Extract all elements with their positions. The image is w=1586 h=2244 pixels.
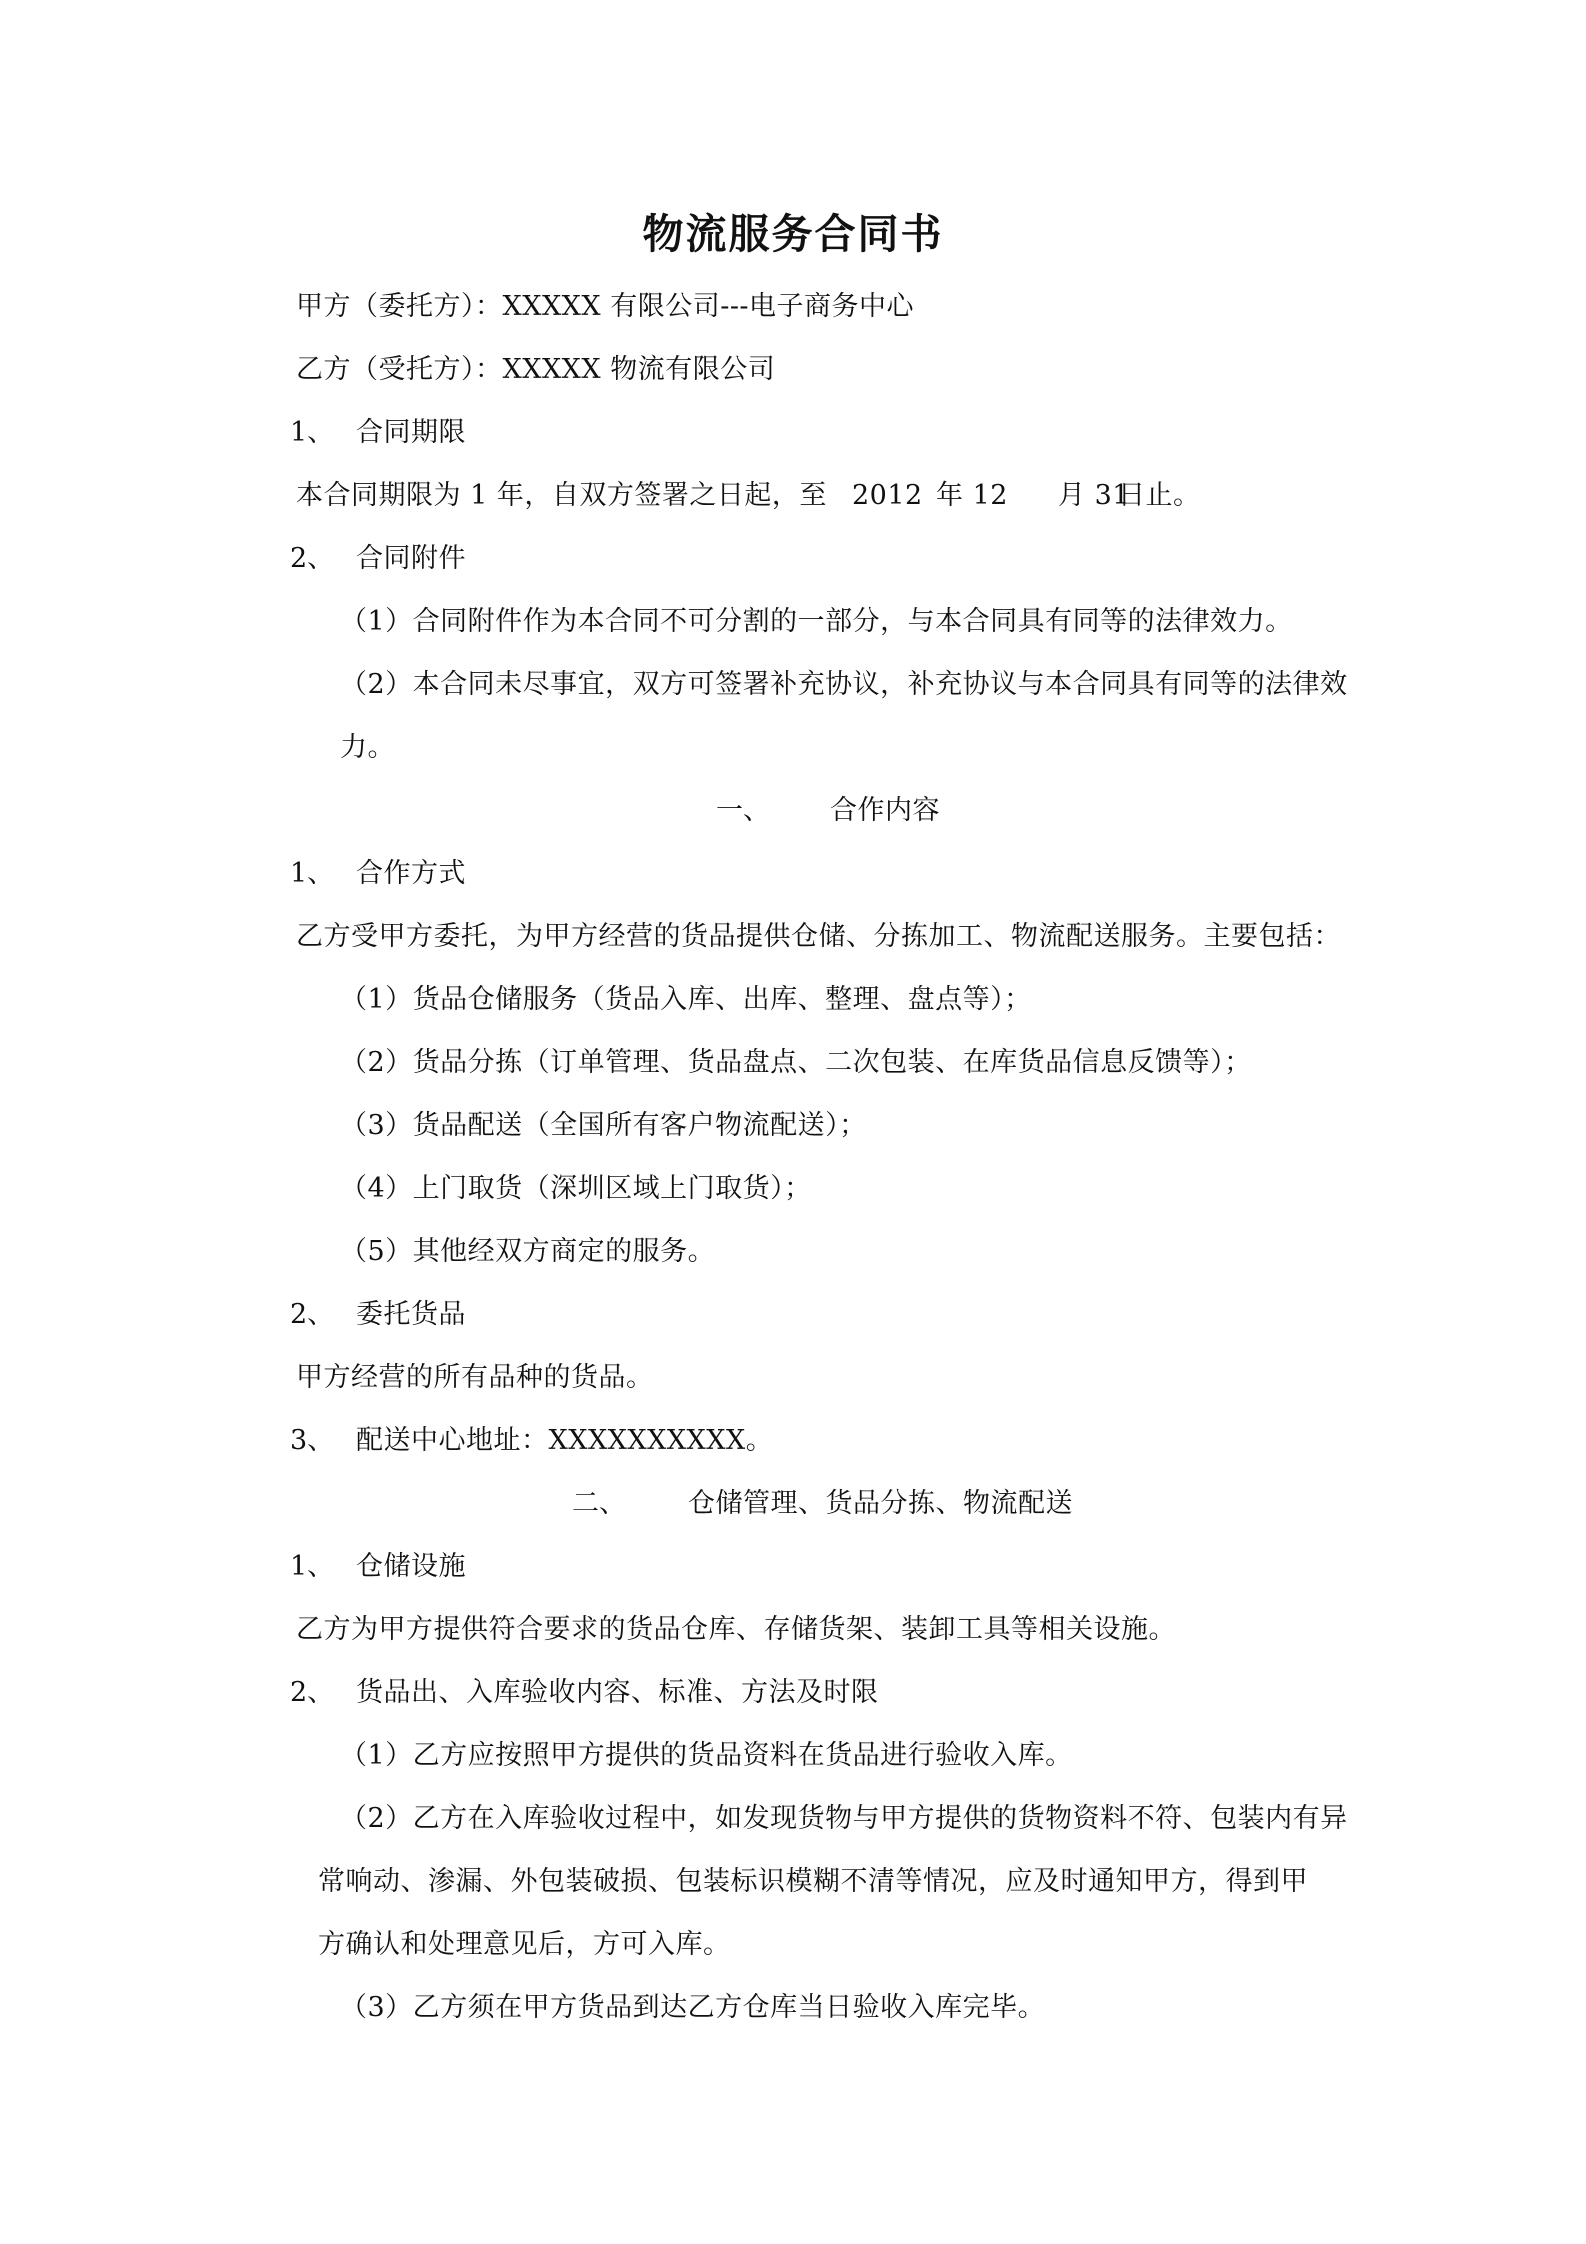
term-year: 2012 xyxy=(852,480,923,511)
attachment-clause-1: （1）合同附件作为本合同不可分割的一部分，与本合同具有同等的法律效力。 xyxy=(340,606,1293,637)
item-heading: 货品出、入库验收内容、标准、方法及时限 xyxy=(356,1677,879,1708)
party-a: 甲方（委托方）：XXXXX 有限公司---电子商务中心 xyxy=(296,291,915,322)
item-heading: 合作方式 xyxy=(356,858,466,889)
service-item: （5）其他经双方商定的服务。 xyxy=(340,1236,716,1267)
service-item: （3）货品配送（全国所有客户物流配送）； xyxy=(340,1110,867,1141)
section-number: 一、 xyxy=(716,795,770,826)
inbound-clause-1: （1）乙方应按照甲方提供的货品资料在货品进行验收入库。 xyxy=(340,1740,1073,1771)
inbound-clause-3: （3）乙方须在甲方货品到达乙方仓库当日验收入库完毕。 xyxy=(340,1992,1046,2023)
goods-text: 甲方经营的所有品种的货品。 xyxy=(296,1362,654,1393)
term-text-end: 日止。 xyxy=(1118,480,1201,511)
section-number: 二、 xyxy=(572,1488,626,1519)
service-item: （2）货品分拣（订单管理、货品盘点、二次包装、在库货品信息反馈等）； xyxy=(340,1047,1252,1078)
term-month: 年 12 xyxy=(936,480,1008,511)
document-title: 物流服务合同书 xyxy=(642,210,944,258)
item-heading: 委托货品 xyxy=(356,1299,466,1330)
term-text-start: 本合同期限为 1 年，自双方签署之日起，至 xyxy=(296,480,827,511)
item-heading: 仓储设施 xyxy=(356,1551,466,1582)
section-heading: 合作内容 xyxy=(830,795,940,826)
item-number: 2、 xyxy=(290,1677,335,1708)
item-number: 3、 xyxy=(290,1425,335,1456)
attachment-clause-2-cont: 力。 xyxy=(340,732,395,763)
storage-text: 乙方为甲方提供符合要求的货品仓库、存储货架、装卸工具等相关设施。 xyxy=(296,1614,1176,1645)
item-number: 1、 xyxy=(290,417,335,448)
item-number: 2、 xyxy=(290,543,335,574)
distribution-center-address: 配送中心地址：XXXXXXXXXX。 xyxy=(356,1425,774,1456)
cooperation-text: 乙方受甲方委托，为甲方经营的货品提供仓储、分拣加工、物流配送服务。主要包括： xyxy=(296,921,1341,952)
attachment-clause-2: （2）本合同未尽事宜，双方可签署补充协议，补充协议与本合同具有同等的法律效 xyxy=(340,669,1348,700)
item-number: 1、 xyxy=(290,858,335,889)
inbound-clause-2-cont: 方确认和处理意见后，方可入库。 xyxy=(318,1929,731,1960)
inbound-clause-2-cont: 常响动、渗漏、外包装破损、包装标识模糊不清等情况，应及时通知甲方，得到甲 xyxy=(318,1866,1308,1897)
item-heading: 合同附件 xyxy=(356,543,466,574)
service-item: （4）上门取货（深圳区域上门取货）； xyxy=(340,1173,812,1204)
section-heading: 仓储管理、货品分拣、物流配送 xyxy=(688,1488,1073,1519)
item-number: 2、 xyxy=(290,1299,335,1330)
item-heading: 合同期限 xyxy=(356,417,466,448)
inbound-clause-2: （2）乙方在入库验收过程中，如发现货物与甲方提供的货物资料不符、包装内有异 xyxy=(340,1803,1348,1834)
item-number: 1、 xyxy=(290,1551,335,1582)
service-item: （1）货品仓储服务（货品入库、出库、整理、盘点等）； xyxy=(340,984,1032,1015)
term-day: 月 31 xyxy=(1058,480,1130,511)
party-b: 乙方（受托方）：XXXXX 物流有限公司 xyxy=(296,354,776,385)
